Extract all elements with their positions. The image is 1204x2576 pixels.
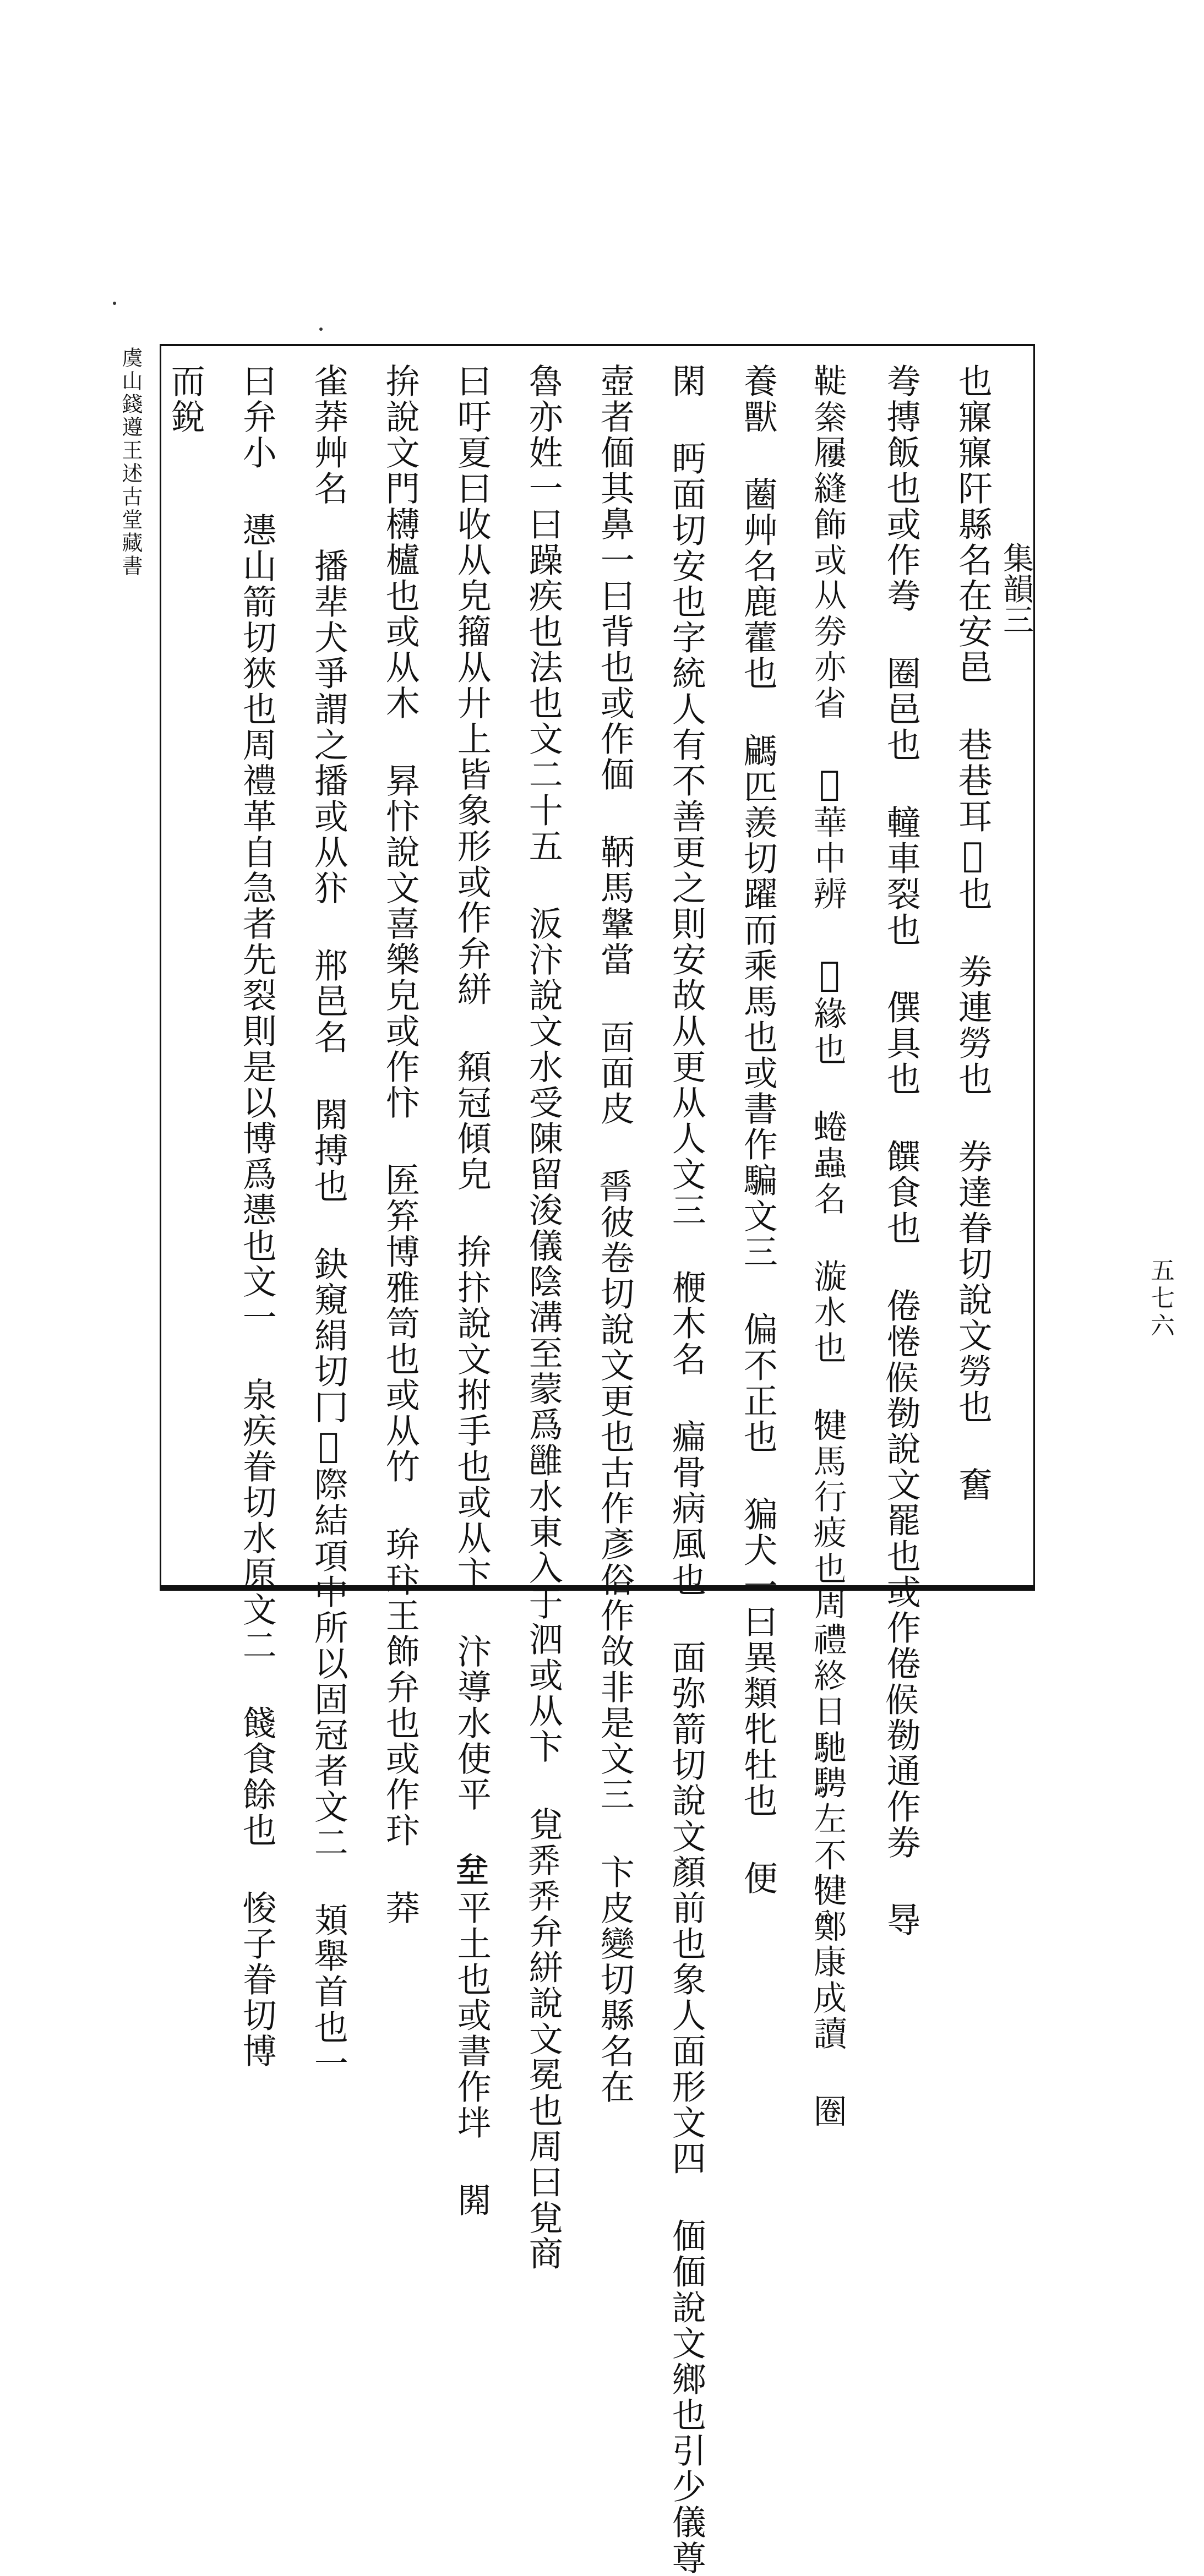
ink-speck <box>113 302 116 305</box>
folio-number: 五七六 <box>1146 1258 1174 1340</box>
text-column-10: 雀莽艸名 播㹃犬爭謂之播或从犿 郱邑名 閞搏也 鈌窺絹切冂𩬊際結項中所以固冠者文二 頍舉首也一 <box>308 363 349 2081</box>
text-column-11: 曰弁小 㦁山箭切狹也周禮革自急者先裂則是以博爲㦁也文一 泉疾眷切水原文二 餞食餘也 悛子眷切博 <box>237 363 277 2069</box>
text-column-9: 拚說文門欂櫨也或从木 昪忭說文喜樂皃或作忭 匥笲博雅笥也或从竹 㺹玣王飾弁也或作玣 莽 <box>380 363 421 1926</box>
text-column-2: 弮摶飯也或作弮 圈邑也 䡴車裂也 僎具也 饌食也 倦惓𠋫勌說文罷也或作倦𠋫勌通作劵 䙷 <box>881 363 922 1938</box>
header-fragment: 集韻三 <box>998 542 1034 635</box>
text-column-7: 魯亦姓一曰躁疾也法也文二十五 汳汴說文水受陳留浚儀陰溝至蒙爲雝水東入于泗或从卞 覍𢍏𢍏弁絣說文冕也周曰覍商 <box>523 363 564 2272</box>
text-column-6: 壺者偭其鼻一曰背也或作偭 鞆馬鞶當 靣面皮 𦟝彼卷切說文更也古作彥俗作㪉非是文三 卞皮變切縣名在 <box>595 363 635 2105</box>
text-column-4: 養獸 蔨艸名鹿藿也 騗匹羨切躍而乘馬也或書作騙文三 偏不正也 猵犬一曰異類牝牡也 便 <box>738 363 778 1896</box>
text-column-5: 閑 眄面切安也字統人有不善更之則安故从更从人文三 楩木名 㾫骨病風也 面弥箭切說文顏前也象人面形文四 偭偭說文鄉也引少儀尊 <box>666 363 707 2576</box>
text-column-12: 而銳 <box>165 363 206 435</box>
ink-speck <box>319 328 323 331</box>
text-column-8: 曰吁夏曰收从皃籀从廾上皆象形或作弁絣 頯冠傾皃 拚抃說文拊手也或从卞 汴導水使平 𡊅平土也或書作坢 閞 <box>451 363 492 2218</box>
text-column-1: 也寱寱𨸗縣名在安邑 巷巷耳𢿱也 劵連勞也 券達眷切說文勞也 𡚒 <box>952 363 993 1503</box>
collection-mark: 虞山錢遵王述古堂藏書 <box>118 347 143 578</box>
text-column-3: 𩋀絭屨縫飾或从劵亦省 𤑲華中辨 𧞃緣也 蜷蟲名 漩水也 犍馬行疲也周禮終日馳騁左不犍鄭康成讀 圈 <box>809 363 850 2129</box>
